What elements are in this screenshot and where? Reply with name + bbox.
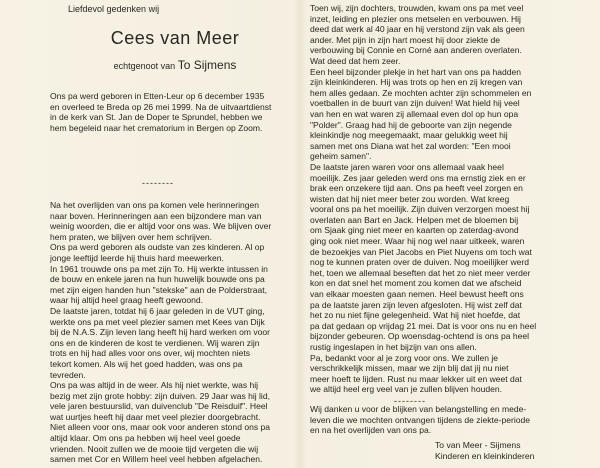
- signature: [435, 440, 534, 462]
- left-column: [50, 0, 300, 468]
- thanks-paragraph: Wij danken u voor de blijken van belangstelling en mede- leven die we mochten ontvangen tijdens de ziekte-periode en na het overlijden van ons pa.: [310, 404, 530, 436]
- memories-paragraph: Na het overlijden van ons pa komen vele herinneringen naar boven. Herinneringen aan een bijzondere man van weinig woorden, die er altijd voor ons was. We blijven over hem praten, we blijven over hem schrijven. Ons pa werd geboren als oudste van zes kinderen. Al op jonge leeftijd leerde hij thuis hard meewerken. In 1961 trouwde ons pa met zijn To. Hij werkte intussen in de bouw en enkele jaren na hun huwelijk bouwde ons pa met zijn eigen handen hun "stekske" aan de Polderstraat, waar hij altijd heel graag heeft gewoond. De laatste jaren, totdat hij 6 jaar geleden in de VUT ging, werkte ons pa met veel plezier samen met Kees van Dijk bij de N.A.S. Zijn leven lang heeft hij hard werken om voor ons en de kinderen de kost te verdienen. Wij waren zijn trots en hij had alles voor ons over, wij mochten niets tekort komen. Als wij het goed hadden, was ons pa tevreden. Ons pa was altijd in de weer. Als hij niet werkte, was hij bezig met zijn grote hobby: zijn duiven. 29 Jaar was hij lid, vele jaren bestuurslid, van duivenclub "De Reisduif". Heel wat uurtjes heeft hij daar met veel plezier doorgebracht. Niet alleen voor ons, maar ook voor anderen stond ons pa altijd klaar. Om ons pa hebben wij heel veel goede vrienden. Nooit zullen we de mooie tijd vergeten die wij samen met Cor en Willem heel veel hebben afgelachen.: [50, 200, 272, 465]
- spouse-prefix: echtgenoot van: [113, 61, 176, 71]
- birth-death-paragraph: Ons pa werd geboren in Etten-Leur op 6 december 1935 en overleed te Breda op 26 mei 1999. Na de uitvaartdienst in de kerk van St. Jan de Doper te Sprundel, hebben we hem begeleid naar het crematorium in Bergen op Zoom.: [50, 91, 272, 133]
- signature-line-2: Kinderen en kleinkinderen: [435, 450, 535, 461]
- deceased-name: Cees van Meer: [110, 28, 240, 48]
- spouse-line: [50, 58, 300, 72]
- signature-line-1: To van Meer - Sijmens: [435, 440, 521, 450]
- right-column: [310, 0, 578, 468]
- separator: --------: [142, 178, 174, 188]
- family-paragraph: Toen wij, zijn dochters, trouwden, kwam ons pa met veel inzet, leiding en plezier ons metselen en verbouwen. Hij deed dat werk al 40 jaar en hij verstond zijn vak als geen ander. Met pijn in zijn hart moest hij door ziekte de verbouwing bij Connie en Corné aan anderen overlaten. Wat deed dat hem zeer. Een heel bijzonder plekje in het hart van ons pa hadden zijn kleinkinderen. Hij was trots op hen en zij kregen van hem alles gedaan. Ze mochten achter zijn schommelen en voetballen in de buurt van zijn duiven! Wat hield hij veel van hen en wat waren zij allemaal even dol op hun opa "Polder". Graag had hij de geboorte van zijn negende kleinkindje nog meegemaakt, maar gelukkig weet hij samen met ons Diana wat het zal worden: "Een mooi geheim samen". De laatste jaren waren voor ons allemaal vaak heel moeilijk. Zes jaar geleden werd ons ma ernstig ziek en er brak een onzekere tijd aan. Ons pa heeft veel zorgen en wisten dat hij niet meer beter zou worden. Wat kreeg vooral ons pa het moeilijk. Zijn duiven verzorgen moest hij overlaten aan Bart en Jack. Helpen met de bloemen bij om Sjaak ging niet meer en kaarten op zaterdag-avond ging ook niet meer. Waar hij nog wel naar uitkeek, waren de bezoekjes van Piet Jacobs en Piet Nuyens om toch wat nog te kunnen praten over de duiven. Nog moeilijker werd het, toen we allemaal beseften dat het zo niet meer verder kon en dat snel het moment zou komen dat we afscheid van elkaar moesten gaan nemen. Heel bewust heeft ons pa de laatste jaren zijn leven afgesloten. Hij wist zelf dat het zo nu niet fijne gelegenheid. Wat hij niet hoefde, dat pa dat gedaan op vrijdag 21 mei. Dat is voor ons nu en heel bijzonder gebeuren. Op woensdag-ochtend is ons pa heel rustig ingeslapen in het bijzijn van ons allen. Pa, bedankt voor al je zorg voor ons. We zullen je verschrikkelijk missen, maar we zijn blij dat jij nu niet meer hoeft te lijden. Rust nu maar lekker uit en weet dat we altijd heel erg veel van je zullen blijven houden.: [310, 3, 537, 395]
- intro-text: Liefdevol gedenken wij: [68, 4, 160, 14]
- separator: --------: [394, 396, 426, 406]
- spouse-name: To Sijmens: [177, 58, 237, 72]
